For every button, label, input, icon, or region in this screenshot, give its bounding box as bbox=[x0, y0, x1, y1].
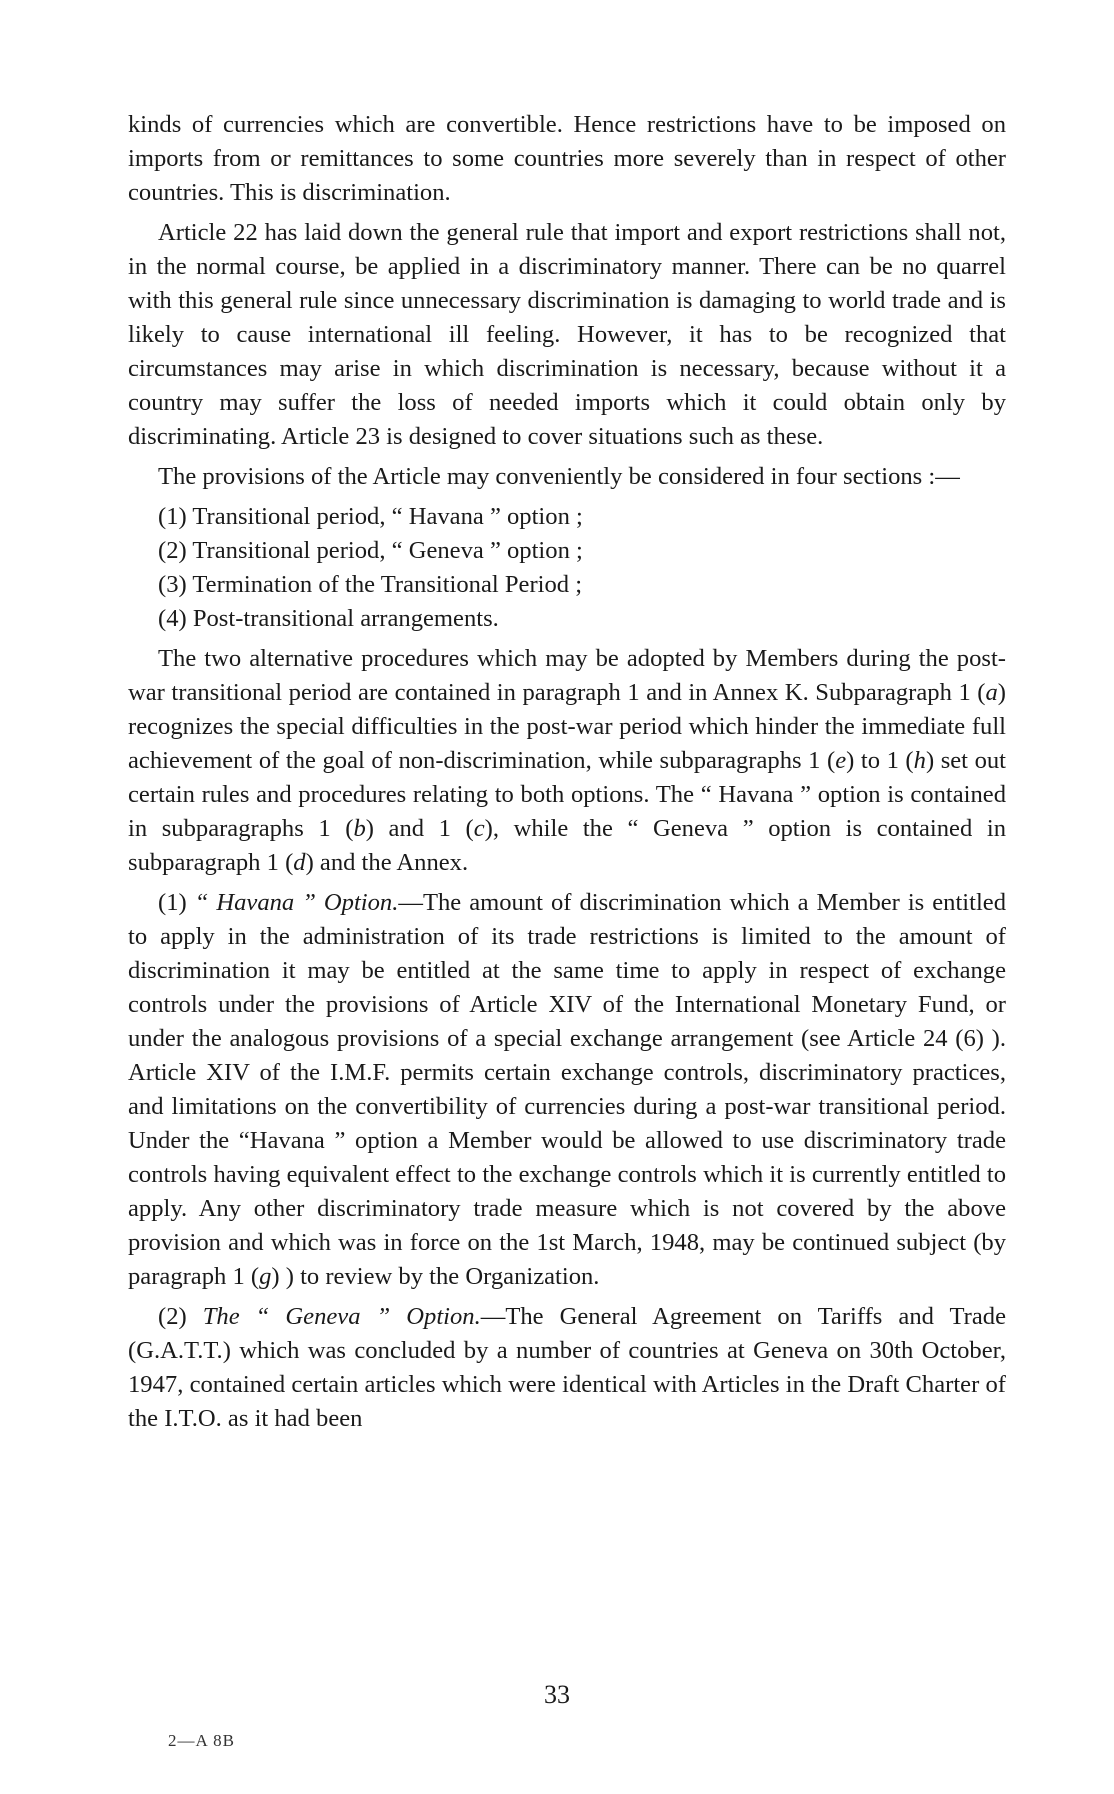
list-item: (4) Post-transitional arrangements. bbox=[158, 605, 499, 632]
sections-list bbox=[128, 500, 1006, 636]
text-run: —The General Agreement on Tariffs and Trade (G.A.T.T.) which was concluded by a number of countries at Geneva on 30th October, 1947, contained certain articles which were identical with Articles in the Draft Charter of the I.T.O. as it had been bbox=[128, 1303, 1006, 1432]
text-run: (1) bbox=[158, 889, 195, 916]
text-run: —The amount of discrimination which a Member is entitled to apply in the administration of its trade restrictions is limited to the amount of discrimination it may be entitled at the same time to apply in respect of exchange controls under the provisions of Article XIV of the International Monetary Fund, or under the analogous provisions of a special exchange arrangement (see Article 24 (6) ). Article XIV of the I.M.F. permits certain exchange controls, discriminatory practices, and limitations on the convertibility of currencies during a post-war transitional period. Under the “Havana ” option a Member would be allowed to use discriminatory trade controls having equivalent effect to the exchange controls which it is currently entitled to apply. Any other discriminatory trade measure which is not covered by the above provision and which was in force on the 1st March, 1948, may be continued subject (by paragraph 1 ( bbox=[128, 889, 1007, 1290]
text-run: ) set out certain rules and procedures relating to both options. The “ Havana ” option is contained in subparagraphs 1 ( bbox=[128, 747, 1007, 842]
paragraph-text: Article 22 has laid down the general rule that import and export restrictions shall not, in the normal course, be applied in a discriminatory manner. There can be no quarrel with this general rule since unnecessary discrimination is damaging to world trade and is likely to cause international ill feeling. However, it has to be recognized that circumstances may arise in which discrimination is necessary, because without it a country may suffer the loss of needed imports which it could obtain only by discriminating. Article 23 is designed to cover situations such as these. bbox=[128, 219, 1006, 450]
text-run: ), while the “ Geneva ” option is contained in subparagraph 1 ( bbox=[128, 815, 1006, 876]
paragraph-geneva-option bbox=[128, 1300, 1006, 1436]
italic-letter: g bbox=[259, 1263, 272, 1290]
page-body bbox=[128, 108, 1006, 1442]
paragraph-alternative-procedures bbox=[128, 642, 1006, 880]
italic-letter: a bbox=[985, 679, 998, 706]
list-item: (3) Termination of the Transitional Period ; bbox=[158, 571, 583, 598]
italic-letter: h bbox=[913, 747, 926, 774]
text-run: ) and 1 ( bbox=[365, 815, 474, 842]
section-heading: “ Havana ” Option. bbox=[194, 889, 399, 916]
text-run: The two alternative procedures which may be adopted by Members during the post-war transitional period are contained in paragraph 1 and in Annex K. Subparagraph 1 ( bbox=[128, 645, 1006, 706]
paragraph-havana-option bbox=[128, 886, 1006, 1294]
paragraph-discrimination-intro bbox=[128, 108, 1006, 210]
italic-letter: e bbox=[835, 747, 847, 774]
text-run: ) and the Annex. bbox=[305, 849, 469, 876]
list-item: (2) Transitional period, “ Geneva ” option ; bbox=[158, 537, 583, 564]
text-run: ) ) to review by the Organization. bbox=[271, 1263, 600, 1290]
paragraph-text: The provisions of the Article may conveniently be considered in four sections :— bbox=[158, 463, 960, 490]
paragraph-article-22 bbox=[128, 216, 1006, 454]
text-run: ) to 1 ( bbox=[846, 747, 914, 774]
section-heading: The “ Geneva ” Option. bbox=[202, 1303, 481, 1330]
text-run: ) recognizes the special difficulties in the post-war period which hinder the immediate full achievement of the goal of non-discrimination, while subparagraphs 1 ( bbox=[128, 679, 1006, 774]
document-text bbox=[128, 108, 1006, 1436]
paragraph-provisions bbox=[128, 460, 1006, 494]
italic-letter: d bbox=[293, 849, 306, 876]
italic-letter: b bbox=[353, 815, 366, 842]
printer-signature: 2—A 8B bbox=[168, 1731, 235, 1750]
paragraph-text: kinds of currencies which are convertible. Hence restrictions have to be imposed on imports from or remittances to some countries more severely than in respect of other countries. This is discrimination. bbox=[128, 111, 1006, 206]
italic-letter: c bbox=[473, 815, 485, 842]
text-run: (2) bbox=[158, 1303, 203, 1330]
page-number: 33 bbox=[544, 1680, 570, 1709]
list-item: (1) Transitional period, “ Havana ” option ; bbox=[158, 503, 583, 530]
